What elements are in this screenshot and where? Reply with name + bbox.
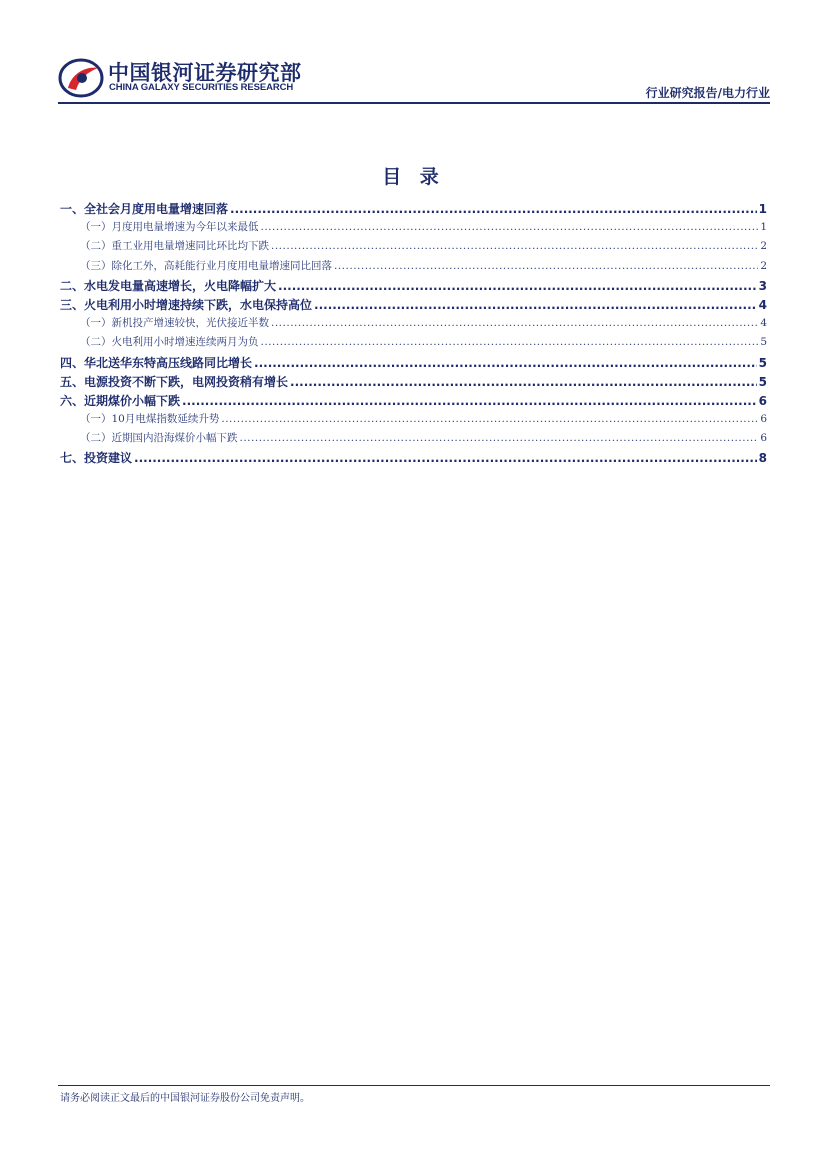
logo-english-name: CHINA GALAXY SECURITIES RESEARCH <box>109 82 294 93</box>
toc-entry-label: （二）近期国内沿海煤价小幅下跌 <box>80 432 238 445</box>
toc-entry-6-2[interactable] <box>60 430 767 449</box>
toc-entry-page: 5 <box>758 374 767 389</box>
toc-leader <box>278 279 757 293</box>
toc-entry-1-1[interactable] <box>60 219 767 238</box>
toc-entry-label: （二）重工业用电量增速同比环比均下跌 <box>80 240 269 253</box>
toc-entry-1-3[interactable] <box>60 258 767 277</box>
toc-title: 目 录 <box>382 166 445 188</box>
toc-entry-page: 6 <box>758 393 767 408</box>
toc-entry-label: （二）火电利用小时增速连续两月为负 <box>80 336 259 349</box>
toc-entry-label: （一）10月电煤指数延续升势 <box>80 413 220 426</box>
toc-entry-label: 三、火电利用小时增速持续下跌，水电保持高位 <box>60 297 313 312</box>
toc-entry-3-1[interactable] <box>60 315 767 334</box>
toc-entry-page: 2 <box>760 240 767 253</box>
toc-entry-label: 一、全社会月度用电量增速回落 <box>60 202 229 216</box>
toc-leader <box>271 317 758 329</box>
toc-leader <box>261 336 759 348</box>
toc-entry-label: （三）除化工外，高耗能行业月度用电量增速同比回落 <box>80 259 332 272</box>
toc-entry-3-2[interactable] <box>60 334 767 353</box>
toc-entry-2[interactable] <box>60 277 767 296</box>
toc-entry-1-2[interactable] <box>60 238 767 257</box>
toc-entry-page: 6 <box>760 413 767 426</box>
toc-entry-page: 4 <box>760 317 767 330</box>
report-type-label: 行业研究报告/电力行业 <box>645 86 770 100</box>
toc-entry-6-1[interactable] <box>60 411 767 430</box>
toc-entry-page: 5 <box>758 355 767 370</box>
toc-entry-label: （一）新机投产增速较快，光伏接近半数 <box>80 317 269 330</box>
toc-leader <box>182 394 757 408</box>
logo-chinese-name: 中国银河证券研究部 <box>108 61 302 85</box>
toc-entry-1[interactable] <box>60 200 767 219</box>
table-of-contents <box>60 200 767 469</box>
toc-entry-page: 1 <box>758 202 767 216</box>
toc-entry-page: 6 <box>760 432 767 445</box>
toc-entry-label: （一）月度用电量增速为今年以来最低 <box>80 221 259 234</box>
toc-entry-label: 二、水电发电量高速增长，火电降幅扩大 <box>60 278 277 293</box>
toc-entry-page: 8 <box>758 451 767 466</box>
toc-entry-7[interactable] <box>60 449 767 468</box>
toc-leader <box>240 432 759 444</box>
toc-entry-page: 2 <box>760 259 767 272</box>
toc-leader <box>230 202 757 216</box>
toc-entry-6[interactable] <box>60 392 767 411</box>
galaxy-logo-icon <box>58 58 104 98</box>
toc-entry-page: 1 <box>760 221 767 234</box>
toc-leader <box>314 298 757 312</box>
toc-entry-page: 3 <box>758 278 767 293</box>
page-header <box>58 55 770 103</box>
toc-leader <box>261 221 759 233</box>
toc-entry-label: 七、投资建议 <box>60 451 133 466</box>
toc-entry-page: 4 <box>758 297 767 312</box>
toc-entry-4[interactable] <box>60 354 767 373</box>
header-divider <box>58 102 770 104</box>
toc-entry-5[interactable] <box>60 373 767 392</box>
toc-entry-label: 六、近期煤价小幅下跌 <box>60 393 181 408</box>
toc-entry-page: 5 <box>760 336 767 349</box>
toc-entry-3[interactable] <box>60 296 767 315</box>
footer-divider <box>58 1085 770 1086</box>
toc-leader <box>334 260 758 272</box>
toc-entry-label: 四、华北送华东特高压线路同比增长 <box>60 355 253 370</box>
toc-leader <box>290 375 757 389</box>
toc-leader <box>271 240 758 252</box>
toc-leader <box>134 451 757 465</box>
toc-leader <box>254 356 757 370</box>
toc-leader <box>221 413 758 425</box>
footer-disclaimer: 请务必阅读正文最后的中国银河证券股份公司免责声明。 <box>60 1093 310 1104</box>
toc-entry-label: 五、电源投资不断下跌，电网投资稍有增长 <box>60 374 289 389</box>
